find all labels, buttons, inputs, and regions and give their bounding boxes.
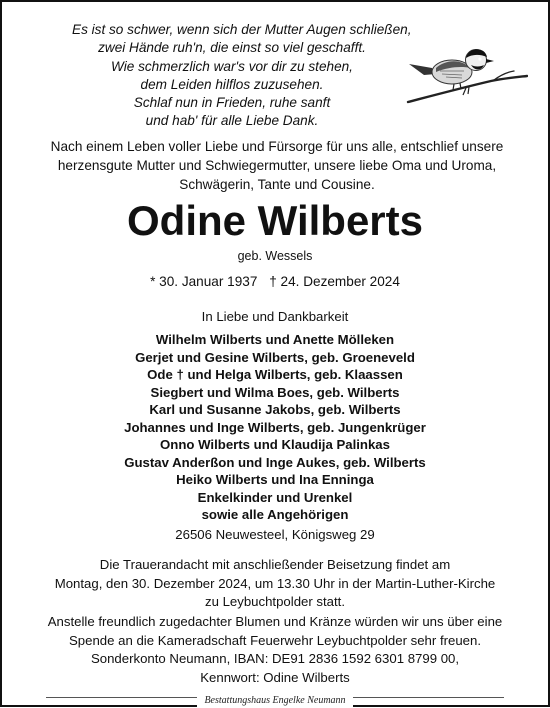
mourner: Ode † und Helga Wilberts, geb. Klaassen: [147, 367, 403, 382]
service-line: zu Leybuchtpolder statt.: [204, 594, 346, 609]
maiden-name: geb. Wessels: [237, 249, 313, 263]
donation-line: Anstelle freundlich zugedachter Blumen und Kränze würden wir uns über eine: [47, 614, 503, 629]
service-line: Die Trauerandacht mit anschließender Beisetzung findet am: [99, 557, 451, 572]
mourner: Karl und Susanne Jakobs, geb. Wilberts: [149, 402, 401, 417]
intro-line: Schwägerin, Tante und Cousine.: [179, 177, 375, 192]
poem-line: zwei Hände ruh'n, die einst so viel geschafft.: [98, 40, 366, 56]
donation-line: Kennwort: Odine Wilberts: [200, 669, 350, 685]
mourner: Siegbert und Wilma Boes, geb. Wilberts: [150, 384, 400, 400]
mourner: Wilhelm Wilberts und Anette Mölleken: [155, 332, 395, 347]
poem-line: Wie schmerzlich war's vor dir zu stehen,: [111, 58, 353, 74]
donation-line: Spende an die Kameradschaft Feuerwehr Leybuchtpolder sehr freuen.: [69, 632, 481, 648]
service-info: [2, 556, 548, 612]
poem-line: Es ist so schwer, wenn sich der Mutter Augen schließen,: [72, 22, 412, 37]
family-address: 26506 Neuwesteel, Königsweg 29: [175, 527, 375, 542]
mourner: Gustav Anderßon und Inge Aukes, geb. Wilberts: [124, 454, 426, 470]
bird-on-branch-icon: [406, 38, 528, 112]
death-date: † 24. Dezember 2024: [269, 274, 400, 289]
birth-date: * 30. Januar 1937: [150, 274, 258, 289]
mourner: Enkelkinder und Urenkel: [197, 489, 353, 505]
poem: [72, 21, 412, 131]
intro-line: herzensgute Mutter und Schwiegermutter, unsere liebe Oma und Uroma,: [57, 158, 497, 173]
mourner: Heiko Wilberts und Ina Enninga: [176, 472, 374, 487]
donation-info: [2, 613, 548, 687]
mourner: Johannes und Inge Wilberts, geb. Jungenkrüger: [124, 419, 426, 435]
deceased-name: Odine Wilberts: [127, 197, 423, 244]
poem-line: dem Leiden hilflos zuzusehen.: [140, 76, 324, 92]
funeral-home: Bestattungshaus Engelke Neumann: [197, 694, 352, 707]
mourner: Onno Wilberts und Klaudija Palinkas: [160, 437, 390, 452]
donation-line: Sonderkonto Neumann, IBAN: DE91 2836 1592 6301 8799 00,: [90, 651, 460, 666]
gratitude-line: In Liebe und Dankbarkeit: [201, 309, 349, 324]
intro-text: [12, 137, 542, 194]
mourners-list: [2, 331, 548, 524]
poem-line: Schlaf nun in Frieden, ruhe sanft: [133, 95, 331, 111]
poem-line: und hab' für alle Liebe Dank.: [145, 113, 319, 129]
mourner: sowie alle Angehörigen: [201, 507, 349, 522]
footer: [2, 690, 548, 708]
service-line: Montag, den 30. Dezember 2024, um 13.30 Uhr in der Martin-Luther-Kirche: [54, 575, 496, 591]
intro-line: Nach einem Leben voller Liebe und Fürsorge für uns alle, entschlief unsere: [50, 139, 504, 154]
life-dates: [2, 273, 548, 291]
mourner: Gerjet und Gesine Wilberts, geb. Groeneveld: [135, 349, 415, 365]
